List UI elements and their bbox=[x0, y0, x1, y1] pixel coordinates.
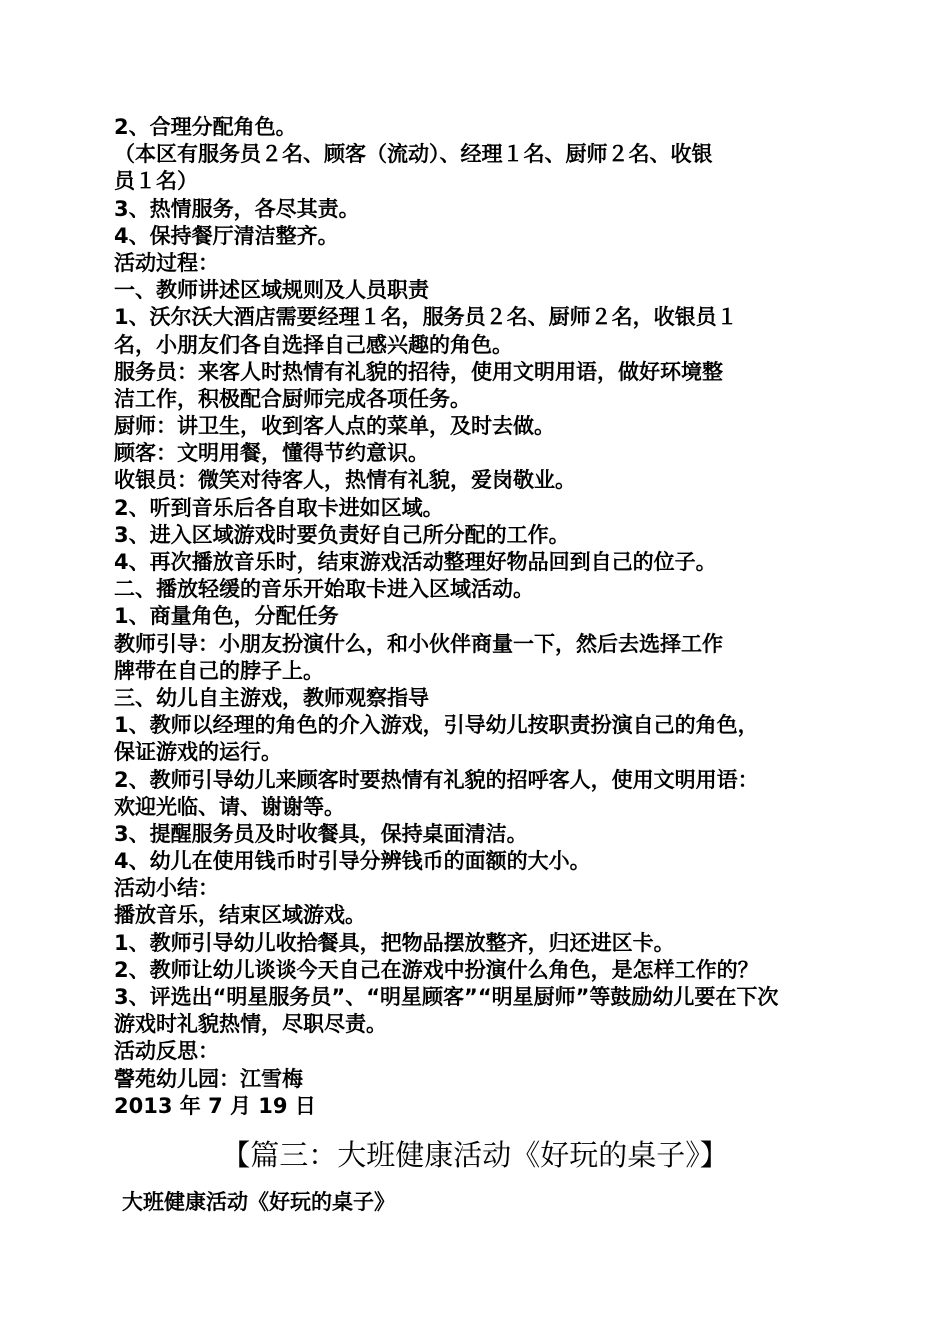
text-line: 4、再次播放音乐时，结束游戏活动整理好物品回到自己的位子。 bbox=[114, 550, 717, 574]
text-line: 服务员：来客人时热情有礼貌的招待，使用文明用语，做好环境整 bbox=[114, 359, 723, 384]
text-line: 1、沃尔沃大酒店需要经理１名，服务员２名、厨师２名，收银员１ bbox=[114, 305, 738, 330]
text-line: 2、听到音乐后各自取卡进如区域。 bbox=[114, 495, 444, 520]
section-heading: 三、幼儿自主游戏，教师观察指导 bbox=[114, 685, 429, 710]
text-line: 4、幼儿在使用钱币时引导分辨钱币的面额的大小。 bbox=[114, 849, 591, 874]
text-line: 收银员：微笑对待客人，热情有礼貌，爱岗敬业。 bbox=[114, 468, 576, 493]
date-line: 2013 年 7 月 19 日 bbox=[114, 1093, 316, 1118]
text-line: 员１名） bbox=[114, 169, 198, 194]
text-line: 顾客：文明用餐，懂得节约意识。 bbox=[114, 441, 429, 466]
section-heading: 二、播放轻缓的音乐开始取卡进入区域活动。 bbox=[114, 577, 534, 602]
section-heading: 一、教师讲述区域规则及人员职责 bbox=[114, 278, 429, 303]
text-line: 洁工作，积极配合厨师完成各项任务。 bbox=[114, 386, 471, 411]
text-line: 3、热情服务，各尽其责。 bbox=[114, 196, 360, 221]
text-line: 2、教师引导幼儿来顾客时要热情有礼貌的招呼客人，使用文明用语： bbox=[114, 767, 759, 792]
text-line: 保证游戏的运行。 bbox=[114, 740, 282, 765]
text-line: （本区有服务员２名、顾客（流动）、经理１名、厨师２名、收银 bbox=[114, 142, 713, 167]
author-line: 謦苑幼儿园：江雪梅 bbox=[114, 1066, 303, 1091]
text-line: 2、教师让幼儿谈谈今天自己在游戏中扮演什么角色，是怎样工作的？ bbox=[114, 957, 759, 982]
document-body bbox=[114, 114, 844, 1120]
text-line: 1、教师引导幼儿收拾餐具，把物品摆放整齐，归还进区卡。 bbox=[114, 930, 675, 955]
text-line: 教师引导：小朋友扮演什么，和小伙伴商量一下，然后去选择工作 bbox=[114, 631, 723, 656]
section-heading: 活动过程： bbox=[114, 250, 219, 275]
text-line: 1、商量角色，分配任务 bbox=[114, 604, 339, 629]
text-line: 3、进入区域游戏时要负责好自己所分配的工作。 bbox=[114, 522, 570, 547]
text-line: 3、提醒服务员及时收餐具，保持桌面清洁。 bbox=[114, 821, 528, 846]
text-line: 厨师：讲卫生，收到客人点的菜单，及时去做。 bbox=[114, 414, 555, 439]
section-heading: 活动小结： bbox=[114, 876, 219, 901]
text-line: 游戏时礼貌热情，尽职尽责。 bbox=[114, 1012, 387, 1037]
text-line: 名，小朋友们各自选择自己感兴趣的角色。 bbox=[114, 332, 513, 357]
text-line: 4、保持餐厅清洁整齐。 bbox=[114, 223, 339, 248]
text-line: 欢迎光临、请、谢谢等。 bbox=[114, 794, 345, 819]
chapter-subtitle: 大班健康活动《好玩的桌子》 bbox=[122, 1190, 395, 1214]
section-heading: 活动反思： bbox=[114, 1039, 219, 1064]
text-line: 2、合理分配角色。 bbox=[114, 115, 297, 139]
chapter-title: 【篇三：大班健康活动《好玩的桌子》】 bbox=[221, 1138, 729, 1172]
text-line: 3、评选出“明星服务员”、“明星顾客”“明星厨师”等鼓励幼儿要在下次 bbox=[114, 985, 779, 1009]
text-line: 1、教师以经理的角色的介入游戏，引导幼儿按职责扮演自己的角色， bbox=[114, 713, 759, 738]
text-line: 播放音乐，结束区域游戏。 bbox=[114, 903, 366, 928]
text-line: 牌带在自己的脖子上。 bbox=[114, 658, 324, 683]
